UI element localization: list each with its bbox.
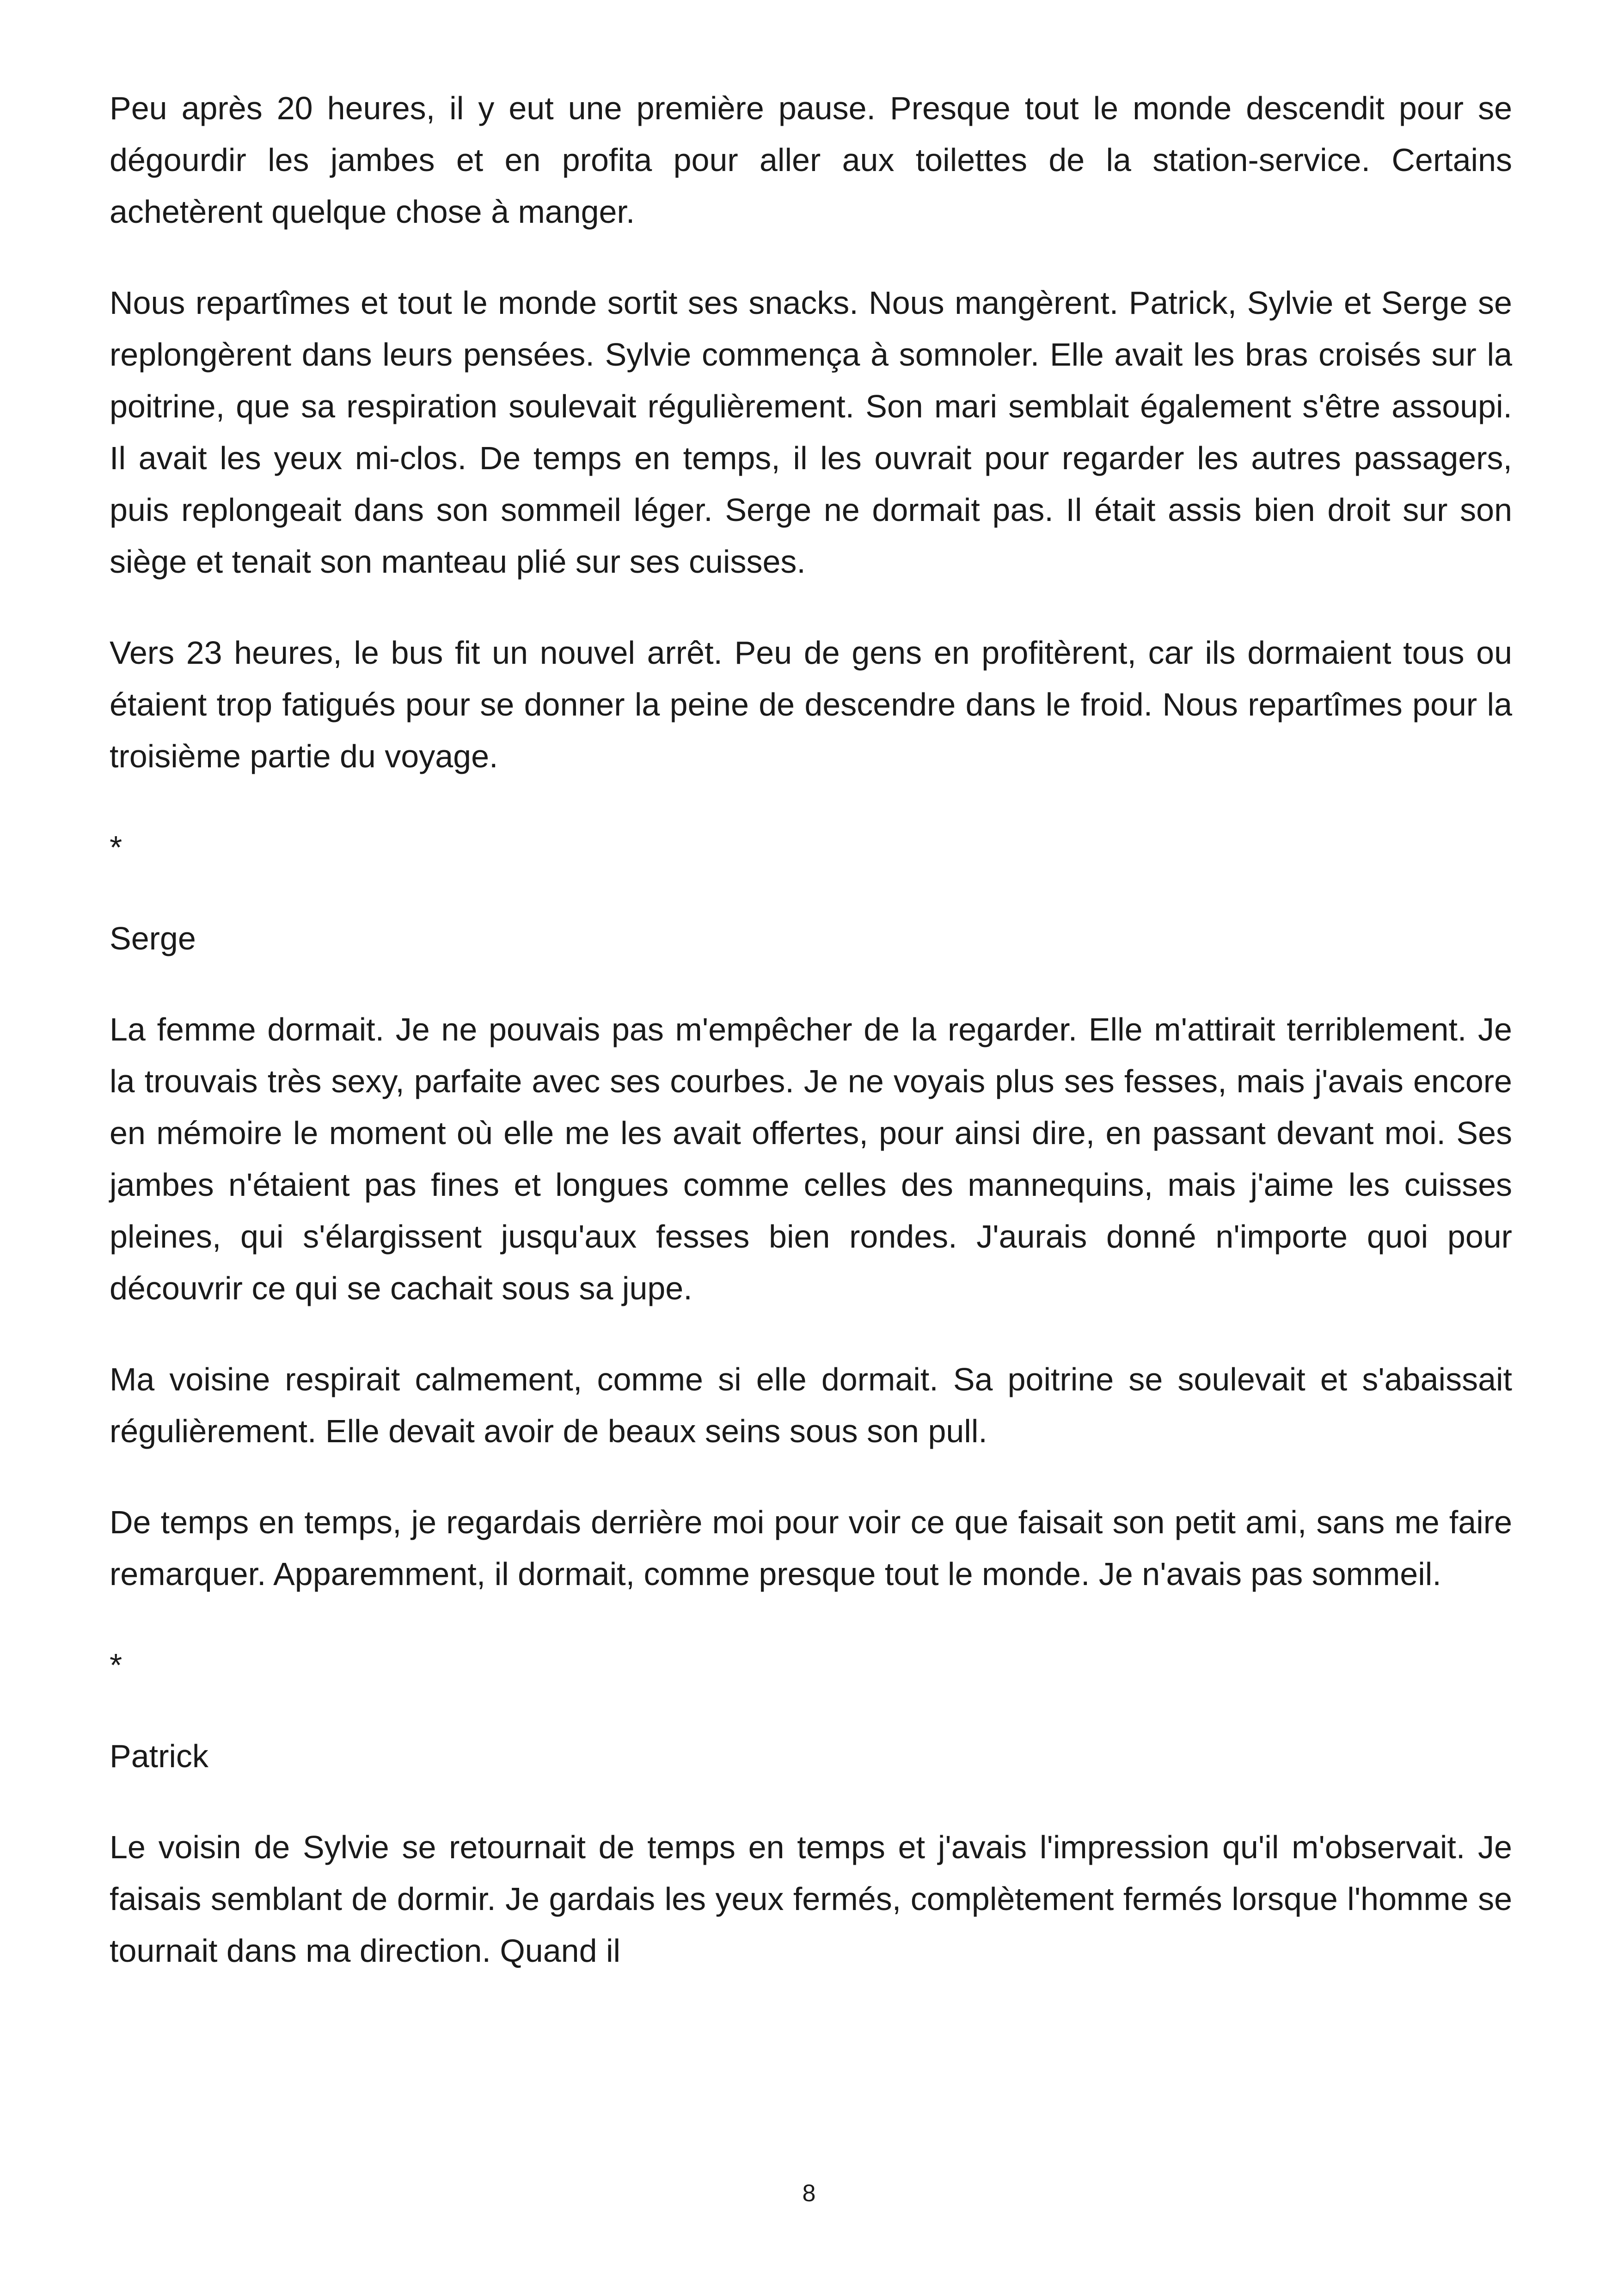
paragraph: De temps en temps, je regardais derrière moi pour voir ce que faisait son petit ami, sans me faire remarquer. Apparemment, il dormait, comme presque tout le monde. Je n'avais pas sommeil. (110, 1504, 1512, 1592)
paragraph: Ma voisine respirait calmement, comme si elle dormait. Sa poitrine se soulevait et s'abaissait régulièrement. Elle devait avoir de beaux seins sous son pull. (110, 1361, 1512, 1449)
speaker-heading: Patrick (110, 1738, 208, 1774)
page-number: 8 (802, 2180, 816, 2207)
scene-separator: * (110, 1647, 123, 1683)
text-column (110, 82, 1512, 1977)
paragraph: Vers 23 heures, le bus fit un nouvel arrêt. Peu de gens en profitèrent, car ils dormaient tous ou étaient trop fatigués pour se donner la peine de descendre dans le froid. Nous repartîmes pour la troisième partie du voyage. (110, 635, 1512, 774)
paragraph: Le voisin de Sylvie se retournait de temps en temps et j'avais l'impression qu'il m'observait. Je faisais semblant de dormir. Je gardais les yeux fermés, complètement fermés lorsque l'homme se tournait dans ma direction. Quand il (110, 1829, 1512, 1969)
paragraph: Nous repartîmes et tout le monde sortit ses snacks. Nous mangèrent. Patrick, Sylvie et Serge se replongèrent dans leurs pensées. Sylvie commença à somnoler. Elle avait les bras croisés sur la poitrine, que sa respiration soulevait régulièrement. Son mari semblait également s'être assoupi. Il avait les yeux mi-clos. De temps en temps, il les ouvrait pour regarder les autres passagers, puis replongeait dans son sommeil léger. Serge ne dormait pas. Il était assis bien droit sur son siège et tenait son manteau plié sur ses cuisses. (110, 285, 1512, 580)
paragraph: La femme dormait. Je ne pouvais pas m'empêcher de la regarder. Elle m'attirait terriblement. Je la trouvais très sexy, parfaite avec ses courbes. Je ne voyais plus ses fesses, mais j'avais encore en mémoire le moment où elle me les avait offertes, pour ainsi dire, en passant devant moi. Ses jambes n'étaient pas fines et longues comme celles des mannequins, mais j'aime les cuisses pleines, qui s'élargissent jusqu'aux fesses bien rondes. J'aurais donné n'importe quoi pour découvrir ce qui se cachait sous sa jupe. (110, 1011, 1512, 1306)
scene-separator: * (110, 829, 123, 865)
paragraph: Peu après 20 heures, il y eut une première pause. Presque tout le monde descendit pour se dégourdir les jambes et en profita pour aller aux toilettes de la station-service. Certains achetèrent quelque chose à manger. (110, 90, 1512, 230)
speaker-heading: Serge (110, 920, 196, 956)
